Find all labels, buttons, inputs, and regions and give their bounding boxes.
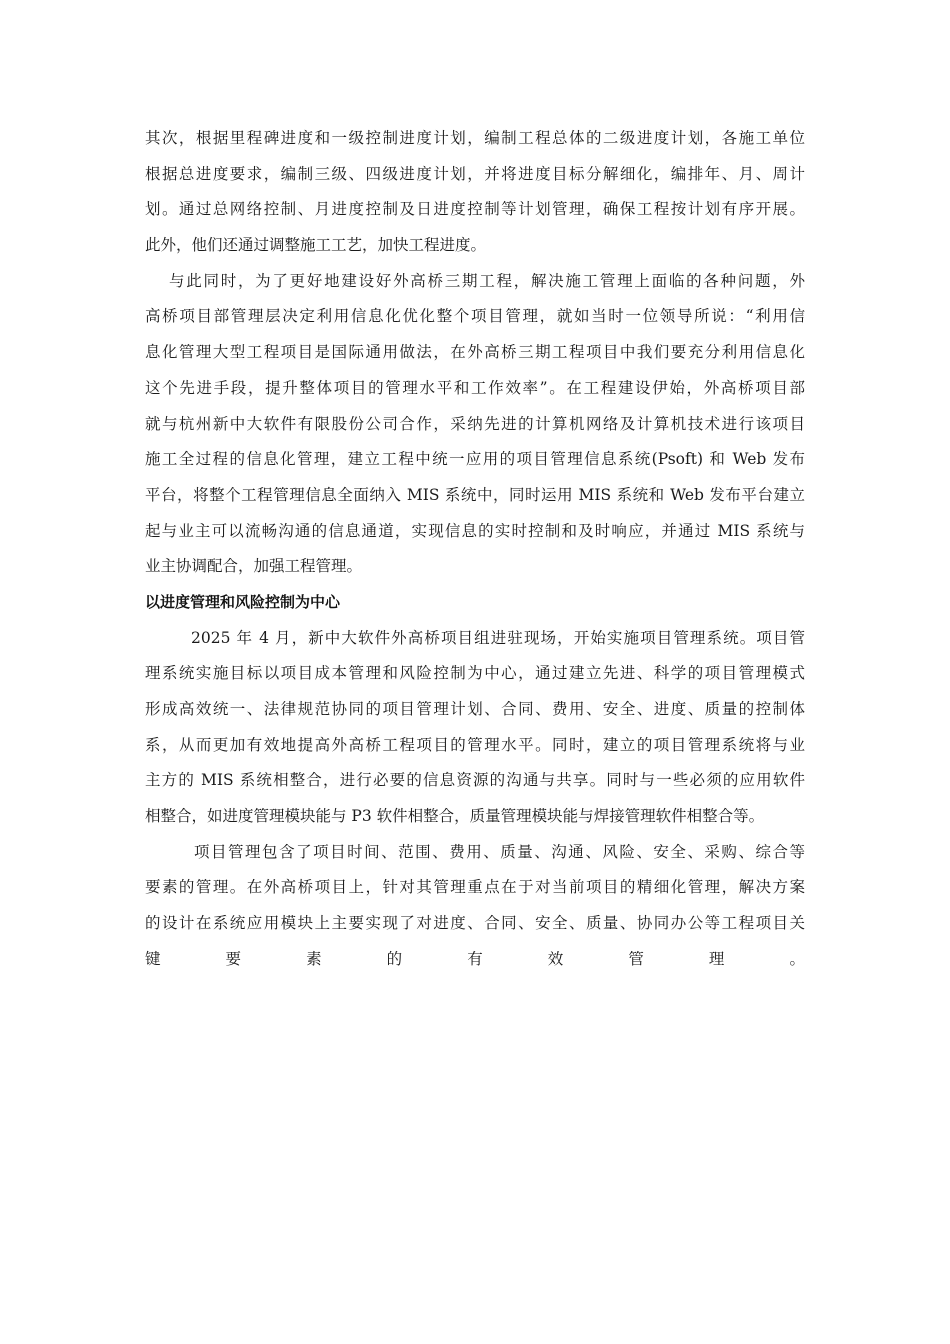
text-line: 键要素的有效管理。	[145, 949, 805, 968]
text-line: 根据总进度要求，编制三级、四级进度计划，并将进度目标分解细化，编排年、月、周计	[145, 164, 805, 183]
text-line: 项目管理包含了项目时间、范围、费用、质量、沟通、风险、安全、采购、综合等	[194, 842, 805, 861]
text-line: 系，从而更加有效地提高外高桥工程项目的管理水平。同时，建立的项目管理系统将与业	[145, 735, 805, 754]
paragraph-management-elements	[145, 835, 805, 978]
paragraph-informatization	[145, 264, 805, 585]
text-line: 其次，根据里程碑进度和一级控制进度计划，编制工程总体的二级进度计划，各施工单位	[145, 129, 805, 147]
text-line: 与此同时，为了更好地建设好外高桥三期工程，解决施工管理上面临的各种问题，外	[169, 271, 805, 290]
text-line: 高桥项目部管理层决定利用信息化优化整个项目管理，就如当时一位领导所说：“利用信	[145, 307, 805, 326]
text-line: 相整合，如进度管理模块能与 P3 软件相整合，质量管理模块能与焊接管理软件相整合等。	[145, 807, 765, 826]
text-line: 业主协调配合，加强工程管理。	[145, 557, 363, 576]
text-line: 形成高效统一、法律规范协同的项目管理计划、合同、费用、安全、进度、质量的控制体	[145, 700, 805, 718]
text-line: 理系统实施目标以项目成本管理和风险控制为中心，通过建立先进、科学的项目管理模式	[145, 664, 805, 683]
text-line: 施工全过程的信息化管理，建立工程中统一应用的项目管理信息系统(Psoft) 和 Web 发布	[145, 450, 805, 469]
text-line: 主方的 MIS 系统相整合，进行必要的信息资源的沟通与共享。同时与一些必须的应用软件	[145, 771, 805, 790]
text-line: 这个先进手段，提升整体项目的管理水平和工作效率”。在工程建设伊始，外高桥项目部	[145, 378, 805, 397]
text-line: 平台，将整个工程管理信息全面纳入 MIS 系统中，同时运用 MIS 系统和 Web 发布平台建立	[145, 485, 805, 504]
paragraph-implementation	[145, 621, 805, 835]
text-line: 起与业主可以流畅沟通的信息通道，实现信息的实时控制和及时响应，并通过 MIS 系统与	[145, 521, 805, 540]
section-heading: 以进度管理和风险控制为中心	[145, 592, 341, 611]
text-line: 2025 年 4 月，新中大软件外高桥项目组进驻现场，开始实施项目管理系统。项目管	[191, 628, 805, 647]
text-line: 息化管理大型工程项目是国际通用做法，在外高桥三期工程项目中我们要充分利用信息化	[145, 343, 805, 362]
text-line: 要素的管理。在外高桥项目上，针对其管理重点在于对当前项目的精细化管理，解决方案	[145, 878, 805, 897]
document-body	[145, 121, 805, 978]
paragraph-schedule-plan	[145, 121, 805, 264]
text-line: 的设计在系统应用模块上主要实现了对进度、合同、安全、质量、协同办公等工程项目关	[145, 914, 805, 933]
text-line: 就与杭州新中大软件有限股份公司合作，采纳先进的计算机网络及计算机技术进行该项目	[145, 414, 805, 433]
text-line: 此外，他们还通过调整施工工艺，加快工程进度。	[145, 236, 487, 255]
text-line: 划。通过总网络控制、月进度控制及日进度控制等计划管理，确保工程按计划有序开展。	[145, 200, 805, 219]
